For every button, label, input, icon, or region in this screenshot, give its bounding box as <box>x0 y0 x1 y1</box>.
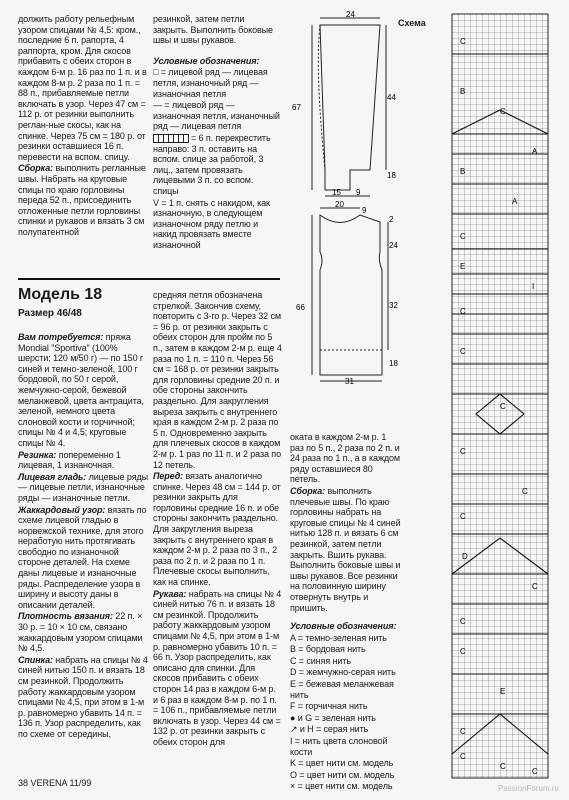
section-divider <box>18 278 280 280</box>
legend2-item: A = темно-зеленая нить <box>290 632 387 643</box>
dim-label: 31 <box>345 377 354 386</box>
dim-label: 32 <box>389 301 398 310</box>
dim-label: 9 <box>356 188 361 197</box>
paragraph: Резинка: попеременно 1 лицевая, 1 изнаночная. <box>18 449 121 471</box>
legend2-item: O = цвет нити см. модель <box>290 769 395 780</box>
model-title: Модель 18 <box>18 286 103 303</box>
dim-label: 20 <box>335 200 344 209</box>
paragraph: резинкой, затем петли закрыть. Выполнить боковые швы и швы рукавов. <box>153 14 273 46</box>
sleeve-pattern-diagram <box>290 10 395 200</box>
col1-top-text <box>18 14 148 238</box>
paragraph: Лицевая гладь: лицевые ряды — лицевые петли, изнаночные ряды — изнаночные петли. <box>18 471 148 503</box>
legend2-item: ● и G = зеленая нить <box>290 712 376 723</box>
assembly-text: выполнить регланные швы. Набрать на круговые спицы по краю горловины переда 52 п., присоединить отложенные петли горловины спинки и рукавов и вязать 3 см полупатентной <box>18 163 146 237</box>
paragraph: Спинка: набрать на спицы № 4 синей нитью 150 п. и вязать 18 см резинкой. Продолжить работу жаккардовым узором спицами № 4,5, при этом в 1-м р. равномерно убавить 14 п. = 136 п. Узор распределить, как по схеме от середины, <box>18 654 148 739</box>
paragraph: Сборка: выполнить плечевые швы. По краю горловины набрать на круговые спицы № 4 синей нитью 128 п. и вязать 6 см резинкой, затем петли закрыть. Вшить рукава. Выполнить боковые швы и швы рукавов. Все резинки на половинную ширину отвернуть внутрь и пришить. <box>290 485 401 613</box>
dim-label: 44 <box>387 93 396 102</box>
chart-color-label: B <box>460 167 466 176</box>
legend1-item: = 6 п. перекрестить направо: 3 п. оставить на вспом. спице за работой, 3 лиц., затем провязать лицевыми 3 п. со вспом. спицы <box>153 132 271 196</box>
paragraph: Жаккардовый узор: вязать по схеме лицевой гладью в норвежской технике, для этого неработую нить протягивать свободно по изнаночной стороне деталей. На схеме даны лицевые и изнаночные ряды. Распределение узора в ширину и высоту даны в описании деталей. <box>18 504 147 610</box>
paragraph: Рукава: набрать на спицы № 4 синей нитью 76 п. и вязать 18 см резинкой. Продолжить работу жаккардовым узором спицами № 4,5, при этом в 1-м р. равномерно убавить 10 п. = 66 п. Узор распределить, как описано для спинки. Для скосов прибавить с обеих сторон 14 раз в каждом 6-м р. и 6 раз в каждом 8-м р. по 1 п. = 106 п., прибавляемые петли включать в узор. Через 44 см = 132 р. от резинки закрыть с обеих сторон для <box>153 588 282 747</box>
chart-color-label: I <box>532 282 535 291</box>
legend1-item: □ = лицевой ряд — лицевая петля, изнаночный ряд — изнаночная петля <box>153 67 268 99</box>
legend1-title: Условные обозначения: <box>153 55 260 66</box>
legend2-item: D = жемчужно-серая нить <box>290 667 396 678</box>
legend2-item: E = бежевая меланжевая нить <box>290 679 394 700</box>
dim-label: 18 <box>389 359 398 368</box>
legend2-item: K = цвет нити см. модель <box>290 758 394 769</box>
col2-top-text <box>153 14 281 251</box>
legend2-title: Условные обозначения: <box>290 621 397 632</box>
dim-label: 24 <box>346 10 355 19</box>
watermark: PassionForum.ru <box>498 784 559 793</box>
chart-color-label: C <box>532 767 538 776</box>
chart-color-label: C <box>522 487 528 496</box>
chart-color-label: A <box>512 197 518 206</box>
col1-text <box>18 332 148 741</box>
paragraph: Перед: вязать аналогично спинке. Через 48 см = 144 р. от резинки закрыть для горловины средние 16 п. и обе стороны закончить раздельно. Для закругления выреза закрыть с внутреннего края в каждом 2-м р. 2 раза по 3 п., 2 раза по 2 п. и 2 раза по 1 п. Плечевые скосы выполнить, как на спинке. <box>153 471 281 588</box>
legend2-item: B = бордовая нить <box>290 644 366 655</box>
chart-color-label: C <box>460 232 466 241</box>
legend2-item: ↗ и H = серая нить <box>290 724 369 735</box>
col2-text <box>153 290 283 749</box>
dim-label: 67 <box>292 103 301 112</box>
chart-color-label: C <box>460 37 466 46</box>
chart-color-label: B <box>460 87 466 96</box>
paragraph: оката в каждом 2-м р. 1 раз по 5 п., 2 раза по 2 п. и 24 раза по 1 п., а в каждом ряду оставшиеся 80 петель. <box>290 432 401 485</box>
chart-color-label: C <box>460 752 466 761</box>
legend2-item: I = нить цвета слоновой кости <box>290 736 388 757</box>
dim-label: 9 <box>362 206 367 215</box>
paragraph: Вам потребуется: пряжа Mondial "Sportiva" (100% шерсти; 120 м/50 г) — по 150 г синей и темно-зеленой, 100 г бордовой, по 50 г серой, жемчужно-серой, бежевой меланжевой, цвета антрацита, зеленой, немного цвета слоновой кости и горчичной; спицы № 4 и 4,5; круговые спицы № 4. <box>18 332 144 448</box>
assembly-label: Сборка: <box>18 163 54 174</box>
chart-color-label: C <box>460 647 466 656</box>
legend2-item: C = синяя нить <box>290 655 351 666</box>
body-pattern-diagram <box>290 200 405 385</box>
dim-label: 24 <box>389 241 398 250</box>
page-footer: 38 VERENA 11/99 <box>18 778 92 788</box>
chart-color-label: E <box>460 262 466 271</box>
chart-color-label: C <box>532 582 538 591</box>
chart-color-label: C <box>500 107 506 116</box>
jacquard-chart <box>452 14 548 778</box>
dim-label: 15 <box>332 188 341 197</box>
chart-color-label: C <box>500 762 506 771</box>
chart-color-label: C <box>460 617 466 626</box>
chart-color-label: C <box>460 307 466 316</box>
chart-color-label: E <box>500 687 506 696</box>
col3-text <box>290 432 402 793</box>
dim-label: 2 <box>389 215 394 224</box>
chart-color-label: D <box>462 552 468 561</box>
paragraph <box>18 163 148 237</box>
chart-color-label: C <box>460 727 466 736</box>
legend1-item: — = лицевой ряд — изнаночная петля, изнаночный ряд — лицевая петля <box>153 100 280 132</box>
dim-label: 18 <box>387 171 396 180</box>
legend1-item: V = 1 п. снять с накидом, как изнаночную, в следующем изнаночном ряду петлю и накид провязать вместе изнаночной <box>153 197 270 250</box>
legend2-item: × = цвет нити см. модель <box>290 781 393 792</box>
chart-color-label: A <box>532 147 538 156</box>
chart-color-label: C <box>460 447 466 456</box>
paragraph: средняя петля обозначена стрелкой. Закончив схему, повторить с 3-го р. Через 32 см = 96 р. от резинки закрыть с обеих сторон для пройм по 5 п., затем в каждом 2-м р. еще 4 раза по 1 п. = 110 п. Через 56 см = 168 р. от резинки закрыть для горловины средние 20 п. и обе стороны закончить раздельно. Для закругления выреза закрыть с внутреннего края в каждом 2-м р. 2 раза по 5 п. Одновременно закрыть для плечевых скосов в каждом 2-м р. 1 раз по 11 п. и 2 раза по 12 петель. <box>153 290 282 470</box>
cable-symbol-icon <box>153 134 189 143</box>
dim-label: 66 <box>296 303 305 312</box>
paragraph: должить работу рельефным узором спицами № 4,5: кром., последние 6 п. рапорта, 4 раппорта, кром. Для скосов прибавить с обеих сторон в каждом 6-м р. 16 раз по 1 п. и в каждом 8-м р. 2 раза по 1 п. = 88 п., прибавляемые петли включать в узор. Через 47 см = 112 р. от резинки выполнить реглан-ные скосы, как на спинке. Через 75 см = 180 р. от резинки оставшиеся 16 п. перевести на вспом. спицу. <box>18 14 147 162</box>
paragraph: Плотность вязания: 22 п. × 30 р. = 10 × 10 см, связано жаккардовым узором спицами № 4,5. <box>18 611 143 654</box>
chart-color-label: C <box>500 402 506 411</box>
chart-color-label: C <box>460 347 466 356</box>
schema-title: Схема <box>398 18 426 28</box>
size-label: Размер 46/48 <box>18 308 82 319</box>
legend2-item: F = горчичная нить <box>290 701 368 712</box>
chart-color-label: C <box>460 512 466 521</box>
